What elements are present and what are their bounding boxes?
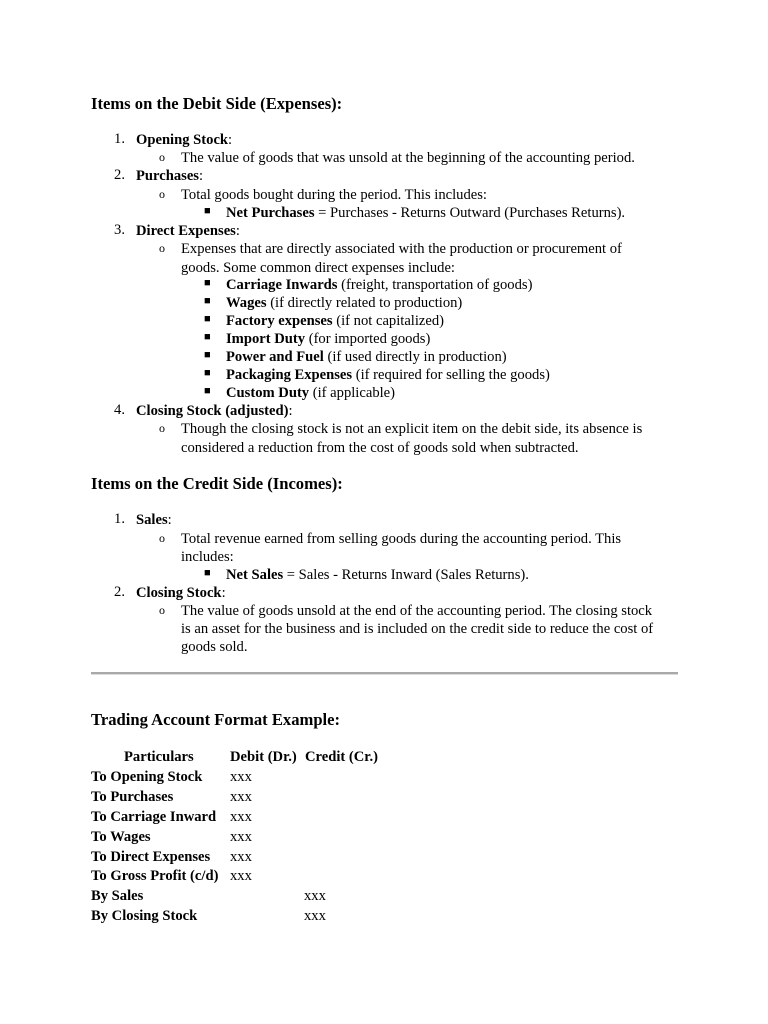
- table-row-label: To Direct Expenses: [91, 849, 211, 865]
- circle-bullet-icon: o: [159, 241, 165, 255]
- table-cell-debit: xxx: [230, 809, 252, 825]
- circle-bullet-icon: o: [159, 603, 165, 617]
- horizontal-divider: [91, 672, 678, 675]
- credit-heading: Items on the Credit Side (Incomes):: [91, 474, 343, 493]
- table-cell-debit: xxx: [230, 769, 252, 785]
- circle-bullet-icon: o: [159, 150, 165, 164]
- table-heading: Trading Account Format Example:: [91, 710, 341, 729]
- circle-bullet-icon: o: [159, 421, 165, 435]
- list-sub-text: Total goods bought during the period. This includes:: [181, 187, 487, 203]
- bullet-text: Custom Duty (if applicable): [226, 385, 396, 401]
- circle-bullet-icon: o: [159, 187, 165, 201]
- bullet-text: Net Sales = Sales - Returns Inward (Sales Returns).: [226, 567, 529, 583]
- square-bullet-icon: ■: [204, 367, 211, 379]
- list-sub-text: The value of goods that was unsold at the beginning of the accounting period.: [181, 150, 635, 166]
- table-row-label: To Wages: [91, 829, 151, 845]
- list-item-title: Closing Stock:: [136, 585, 226, 601]
- bullet-text: Carriage Inwards (freight, transportation of goods): [226, 277, 533, 293]
- table-row-label: By Sales: [91, 888, 144, 904]
- list-item-title: Closing Stock (adjusted):: [136, 403, 293, 419]
- list-sub-text: Though the closing stock is not an explicit item on the debit side, its absence is: [181, 421, 643, 437]
- list-sub-text: Expenses that are directly associated with the production or procurement of: [181, 241, 622, 257]
- table-row-label: To Carriage Inward: [91, 809, 217, 825]
- circle-bullet-icon: o: [159, 531, 165, 545]
- list-item-title: Direct Expenses:: [136, 223, 240, 239]
- square-bullet-icon: ■: [204, 385, 211, 397]
- square-bullet-icon: ■: [204, 295, 211, 307]
- bullet-text: Factory expenses (if not capitalized): [226, 313, 445, 329]
- bullet-text: Packaging Expenses (if required for selling the goods): [226, 367, 550, 383]
- table-cell-debit: xxx: [230, 849, 252, 865]
- list-number: 2.: [114, 584, 125, 600]
- list-item-title: Purchases:: [136, 168, 204, 184]
- table-row-label: To Gross Profit (c/d): [91, 868, 219, 884]
- list-sub-text: goods sold.: [181, 639, 248, 655]
- square-bullet-icon: ■: [204, 313, 211, 325]
- table-cell-debit: xxx: [230, 868, 252, 884]
- list-number: 1.: [114, 131, 125, 147]
- square-bullet-icon: ■: [204, 349, 211, 361]
- list-number: 1.: [114, 511, 125, 527]
- table-row-label: To Opening Stock: [91, 769, 203, 785]
- table-row-label: By Closing Stock: [91, 908, 198, 924]
- table-header-particulars: Particulars: [124, 749, 194, 765]
- table-header-debit: Debit (Dr.): [230, 749, 297, 765]
- list-item-title: Opening Stock:: [136, 132, 233, 148]
- bullet-text: Power and Fuel (if used directly in production): [226, 349, 507, 365]
- list-sub-text: Total revenue earned from selling goods during the accounting period. This: [181, 531, 622, 547]
- square-bullet-icon: ■: [204, 331, 211, 343]
- list-number: 2.: [114, 167, 125, 183]
- square-bullet-icon: ■: [204, 205, 211, 217]
- list-sub-text: includes:: [181, 549, 234, 565]
- table-row-label: To Purchases: [91, 789, 174, 805]
- square-bullet-icon: ■: [204, 567, 211, 579]
- list-sub-text: The value of goods unsold at the end of the accounting period. The closing stock: [181, 603, 653, 619]
- list-number: 3.: [114, 222, 125, 238]
- table-cell-debit: xxx: [230, 829, 252, 845]
- bullet-text: Net Purchases = Purchases - Returns Outward (Purchases Returns).: [226, 205, 626, 221]
- list-sub-text: is an asset for the business and is included on the credit side to reduce the cost of: [181, 621, 654, 637]
- bullet-text: Import Duty (for imported goods): [226, 331, 431, 347]
- table-cell-credit: xxx: [304, 888, 326, 904]
- table-header-credit: Credit (Cr.): [305, 749, 378, 765]
- table-cell-debit: xxx: [230, 789, 252, 805]
- debit-heading: Items on the Debit Side (Expenses):: [91, 94, 343, 113]
- list-item-title: Sales:: [136, 512, 172, 528]
- list-sub-text: goods. Some common direct expenses include:: [181, 260, 455, 276]
- table-cell-credit: xxx: [304, 908, 326, 924]
- bullet-text: Wages (if directly related to production): [226, 295, 463, 311]
- list-sub-text: considered a reduction from the cost of goods sold when subtracted.: [181, 440, 579, 456]
- list-number: 4.: [114, 402, 125, 418]
- square-bullet-icon: ■: [204, 277, 211, 289]
